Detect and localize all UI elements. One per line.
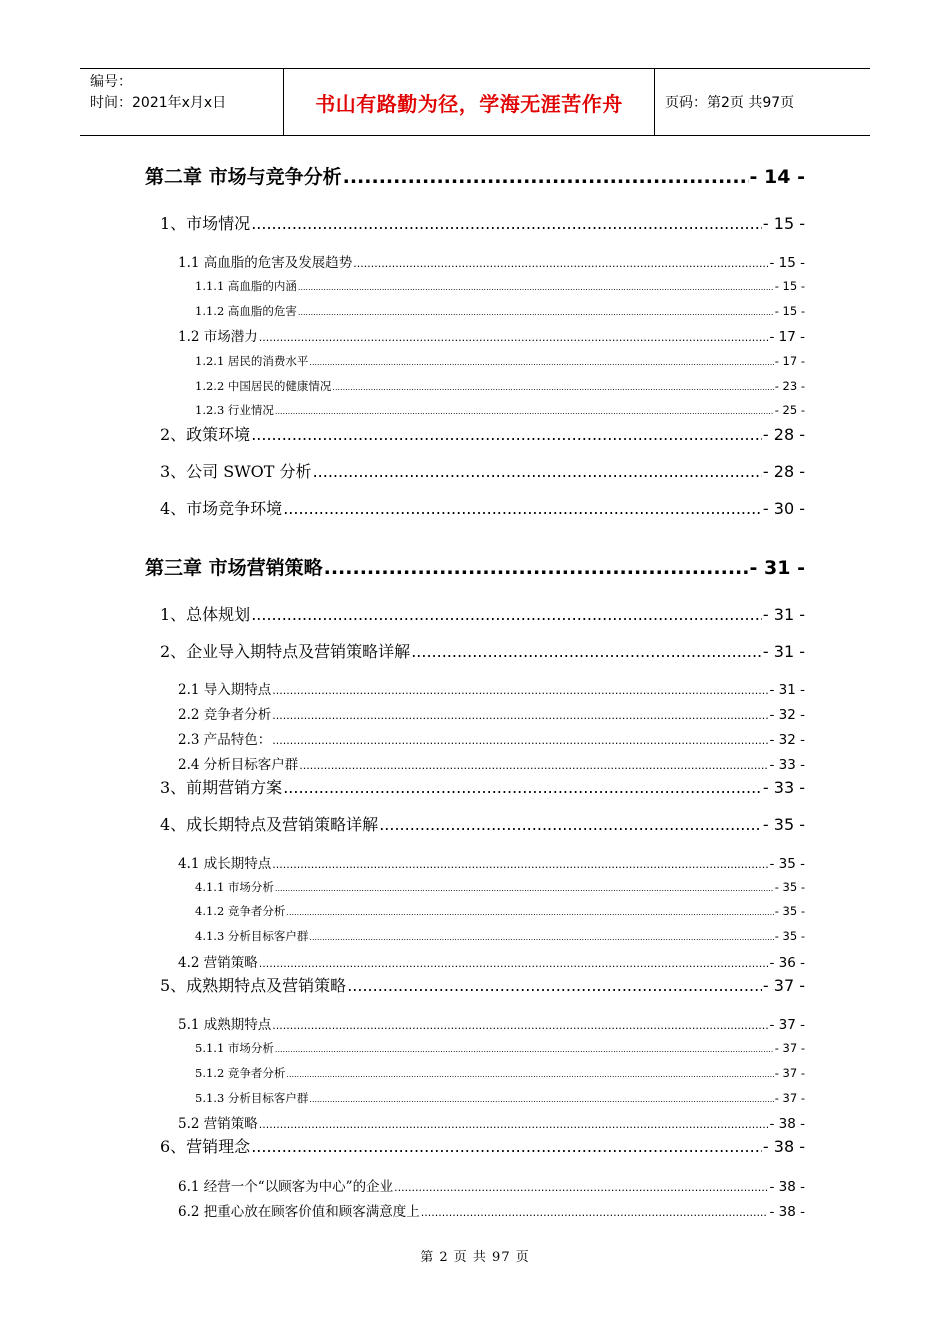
toc-entry[interactable] [178,325,805,345]
toc-entry-label: 6、营销理念 [160,1137,251,1157]
toc-entry-page: - 15 - [774,304,805,319]
toc-entry-page: - 25 - [774,403,805,418]
toc-entry[interactable] [195,378,805,394]
toc-entry-label: 5.1.1 市场分析 [195,1041,274,1056]
toc-entry-page: - 38 - [769,1178,805,1195]
toc-leader-dots [259,957,769,970]
header-page-info: 页码：第2页 共97页 [665,95,795,111]
toc-entry[interactable] [195,303,805,319]
toc-entry[interactable] [195,1065,805,1081]
toc-entry-page: - 33 - [769,756,805,773]
toc-entry[interactable] [160,602,805,625]
toc-entry-page: - 38 - [769,1115,805,1132]
toc-entry[interactable] [195,928,805,944]
toc-entry-label: 2.2 竞争者分析 [178,706,272,723]
toc-leader-dots [275,884,774,893]
toc-entry-label: 5.1 成熟期特点 [178,1016,272,1033]
doc-time-label: 时间：2021年x月x日 [90,95,227,111]
toc-entry[interactable] [178,753,805,773]
toc-entry-label: 4.1.1 市场分析 [195,880,274,895]
toc-entry-label: 4.2 营销策略 [178,954,258,971]
toc-leader-dots [421,1206,769,1219]
toc-entry[interactable] [145,162,805,189]
toc-entry[interactable] [178,1112,805,1132]
toc-leader-dots [343,166,749,188]
toc-leader-dots [286,908,773,917]
toc-entry[interactable] [195,278,805,294]
toc-leader-dots [275,1045,774,1054]
toc-entry-page: - 35 - [774,929,805,944]
toc-leader-dots [353,257,768,270]
toc-entry-page: - 35 - [774,880,805,895]
toc-entry-label: 2.1 导入期特点 [178,681,272,698]
toc-leader-dots [347,976,762,995]
toc-leader-dots [272,1019,768,1032]
toc-entry-label: 2、企业导入期特点及营销策略详解 [160,642,411,662]
toc-entry[interactable] [195,903,805,919]
toc-entry[interactable] [195,879,805,895]
toc-entry[interactable] [195,1040,805,1056]
toc-entry-label: 5.1.3 分析目标客户群 [195,1091,309,1106]
toc-entry-label: 6.1 经营一个“以顾客为中心”的企业 [178,1178,394,1195]
toc-leader-dots [313,462,762,481]
toc-leader-dots [298,308,774,317]
toc-leader-dots [411,642,762,661]
toc-entry-label: 1.2.3 行业情况 [195,403,274,418]
toc-entry-page: - 15 - [762,214,805,234]
toc-entry[interactable] [160,422,805,445]
toc-leader-dots [283,778,762,797]
toc-entry-label: 2.4 分析目标客户群 [178,756,299,773]
toc-entry-page: - 36 - [769,954,805,971]
toc-entry-label: 4、市场竞争环境 [160,499,283,519]
toc-leader-dots [272,734,768,747]
toc-leader-dots [272,709,768,722]
toc-entry-page: - 15 - [774,279,805,294]
toc-entry[interactable] [195,402,805,418]
header-motto: 书山有路勤为径，学海无涯苦作舟 [284,69,655,135]
toc-entry[interactable] [160,459,805,482]
toc-entry[interactable] [145,553,805,580]
toc-entry[interactable] [178,728,805,748]
toc-entry-page: - 28 - [762,462,805,482]
toc-entry-page: - 17 - [769,328,805,345]
toc-entry-label: 1.1.1 高血脂的内涵 [195,279,297,294]
toc-leader-dots [259,331,769,344]
toc-entry[interactable] [160,639,805,662]
toc-leader-dots [309,1095,773,1104]
toc-entry-page: - 37 - [762,976,805,996]
toc-entry-page: - 15 - [769,254,805,271]
toc-entry-label: 5、成熟期特点及营销策略 [160,976,347,996]
toc-leader-dots [286,1070,773,1079]
toc-leader-dots [272,858,768,871]
toc-entry-page: - 38 - [762,1137,805,1157]
toc-entry-label: 4.1.2 竞争者分析 [195,904,286,919]
toc-entry-page: - 38 - [769,1203,805,1220]
toc-entry-page: - 31 - [762,605,805,625]
toc-entry-label: 6.2 把重心放在顾客价值和顾客满意度上 [178,1203,420,1220]
toc-entry[interactable] [178,852,805,872]
toc-entry[interactable] [178,251,805,271]
toc-entry-page: - 14 - [749,166,805,189]
toc-leader-dots [251,214,762,233]
toc-entry-label: 3、公司 SWOT 分析 [160,462,312,482]
toc-entry-label: 4、成长期特点及营销策略详解 [160,815,379,835]
toc-entry-label: 4.1 成长期特点 [178,855,272,872]
toc-entry[interactable] [160,775,805,798]
toc-entry[interactable] [195,353,805,369]
toc-entry-page: - 33 - [762,778,805,798]
toc-entry[interactable] [160,812,805,835]
toc-entry-label: 第三章 市场营销策略 [145,557,323,580]
toc-entry-label: 5.2 营销策略 [178,1115,258,1132]
toc-entry[interactable] [178,1013,805,1033]
toc-entry-page: - 28 - [762,425,805,445]
toc-entry-page: - 37 - [769,1016,805,1033]
toc-entry[interactable] [178,1175,805,1195]
doc-number-label: 编号： [90,74,132,90]
toc-entry[interactable] [178,951,805,971]
page-header [80,68,870,136]
toc-entry-page: - 37 - [774,1091,805,1106]
toc-entry[interactable] [160,1134,805,1157]
toc-entry-label: 3、前期营销方案 [160,778,283,798]
toc-entry-page: - 37 - [774,1041,805,1056]
toc-leader-dots [251,425,762,444]
toc-leader-dots [324,557,749,579]
toc-entry-label: 1.2 市场潜力 [178,328,258,345]
toc-entry-page: - 35 - [762,815,805,835]
toc-entry-label: 4.1.3 分析目标客户群 [195,929,309,944]
toc-leader-dots [283,499,762,518]
toc-entry-label: 1、市场情况 [160,214,251,234]
toc-entry[interactable] [178,1200,805,1220]
toc-entry-page: - 17 - [774,354,805,369]
toc-entry-label: 1.1 高血脂的危害及发展趋势 [178,254,353,271]
toc-entry-page: - 31 - [769,681,805,698]
toc-entry[interactable] [160,496,805,519]
toc-entry-page: - 37 - [774,1066,805,1081]
toc-entry-page: - 30 - [762,499,805,519]
toc-entry[interactable] [195,1090,805,1106]
toc-leader-dots [309,358,773,367]
toc-entry-page: - 23 - [774,379,805,394]
toc-entry-label: 1.2.2 中国居民的健康情况 [195,379,332,394]
toc-leader-dots [259,1118,769,1131]
toc-entry-label: 2.3 产品特色： [178,731,272,748]
toc-entry-page: - 35 - [774,904,805,919]
toc-entry-page: - 35 - [769,855,805,872]
toc-leader-dots [332,383,773,392]
toc-leader-dots [394,1181,768,1194]
toc-leader-dots [309,933,773,942]
toc-entry-page: - 32 - [769,706,805,723]
toc-leader-dots [251,1137,762,1156]
page-footer: 第 2 页 共 97 页 [420,1250,530,1265]
toc-leader-dots [379,815,762,834]
toc-entry-label: 2、政策环境 [160,425,251,445]
toc-entry[interactable] [178,703,805,723]
toc-entry-label: 1.1.2 高血脂的危害 [195,304,297,319]
toc-entry-page: - 31 - [749,557,805,580]
toc-leader-dots [298,283,774,292]
toc-entry[interactable] [160,973,805,996]
toc-entry-label: 5.1.2 竞争者分析 [195,1066,286,1081]
toc-entry-label: 1.2.1 居民的消费水平 [195,354,309,369]
toc-entry-page: - 31 - [762,642,805,662]
toc-entry-page: - 32 - [769,731,805,748]
header-meta [80,69,284,135]
toc-leader-dots [275,407,774,416]
toc-entry[interactable] [178,678,805,698]
toc-leader-dots [272,684,768,697]
toc-entry-label: 1、总体规划 [160,605,251,625]
toc-leader-dots [251,605,762,624]
toc-entry[interactable] [160,211,805,234]
toc-leader-dots [299,759,768,772]
toc-entry-label: 第二章 市场与竞争分析 [145,166,342,189]
